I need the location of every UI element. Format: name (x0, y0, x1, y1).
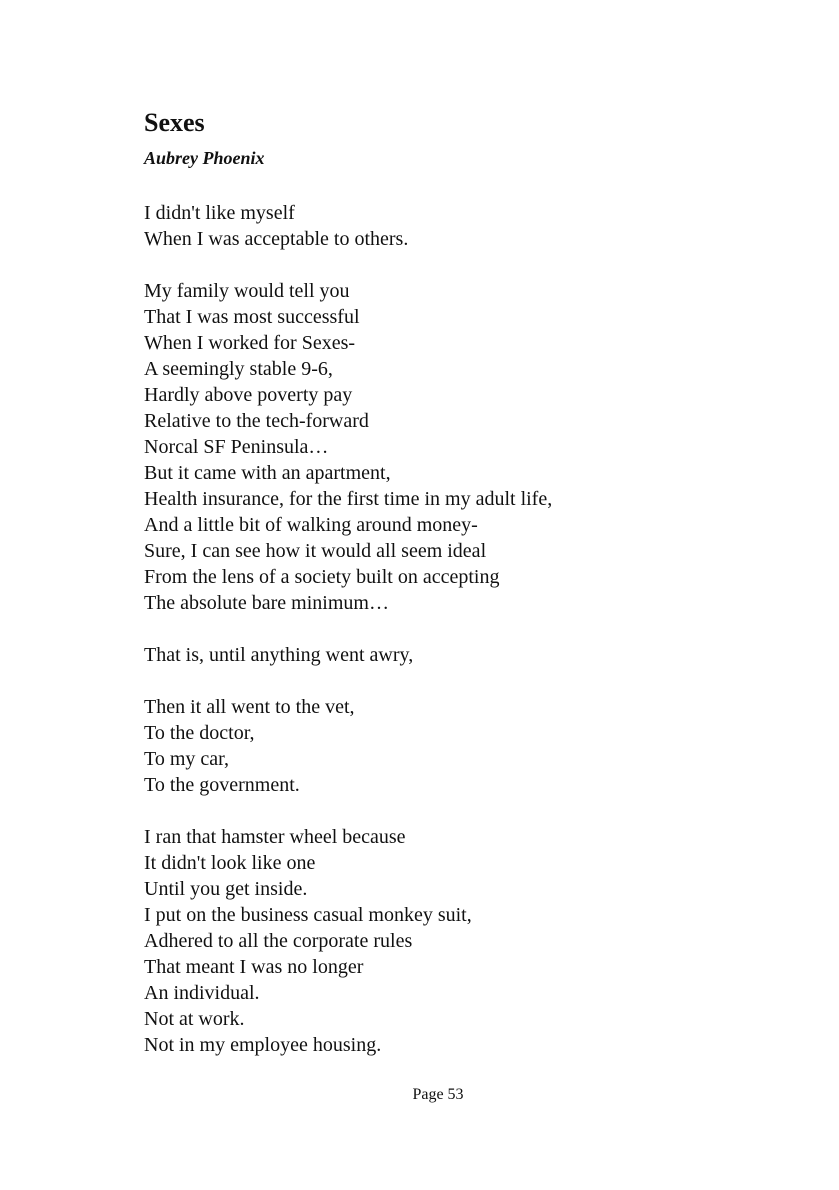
poem-line: To my car, (144, 748, 229, 770)
poem-line: I put on the business casual monkey suit, (144, 904, 472, 926)
poem-line: When I was acceptable to others. (144, 228, 409, 250)
poem-line: To the doctor, (144, 722, 255, 744)
poem-line: That is, until anything went awry, (144, 644, 414, 666)
poem-line: I didn't like myself (144, 202, 295, 224)
poem-line: Then it all went to the vet, (144, 696, 355, 718)
poem-line: It didn't look like one (144, 852, 316, 874)
stanza-3 (144, 642, 744, 668)
poem-line: My family would tell you (144, 280, 350, 302)
stanza-5 (144, 824, 744, 1058)
poem-line: From the lens of a society built on accepting (144, 566, 500, 588)
poem-line: But it came with an apartment, (144, 462, 391, 484)
poem-title: Sexes (144, 108, 205, 137)
stanza-2 (144, 278, 744, 616)
poem-line: I ran that hamster wheel because (144, 826, 406, 848)
poem-line: And a little bit of walking around money- (144, 514, 478, 536)
poem-line: Relative to the tech-forward (144, 410, 369, 432)
poem-author: Aubrey Phoenix (144, 148, 265, 168)
poem-line: Hardly above poverty pay (144, 384, 353, 406)
poem-line: Sure, I can see how it would all seem ideal (144, 540, 487, 562)
poem-line: An individual. (144, 982, 260, 1004)
poem-line: Adhered to all the corporate rules (144, 930, 413, 952)
stanza-4 (144, 694, 744, 798)
poem-line: To the government. (144, 774, 300, 796)
poem-line: When I worked for Sexes- (144, 332, 356, 354)
poem-line: A seemingly stable 9-6, (144, 358, 333, 380)
poem-line: Health insurance, for the first time in my adult life, (144, 488, 553, 510)
stanza-1 (144, 200, 744, 252)
poem-line: Not at work. (144, 1008, 245, 1030)
poem-line: Not in my employee housing. (144, 1034, 382, 1056)
poem-body (144, 200, 744, 1084)
poem-line: That meant I was no longer (144, 956, 364, 978)
poem-line: Norcal SF Peninsula… (144, 436, 329, 458)
page-number: Page 53 (412, 1086, 464, 1103)
poem-line: The absolute bare minimum… (144, 592, 389, 614)
poem-line: Until you get inside. (144, 878, 308, 900)
poem-line: That I was most successful (144, 306, 360, 328)
